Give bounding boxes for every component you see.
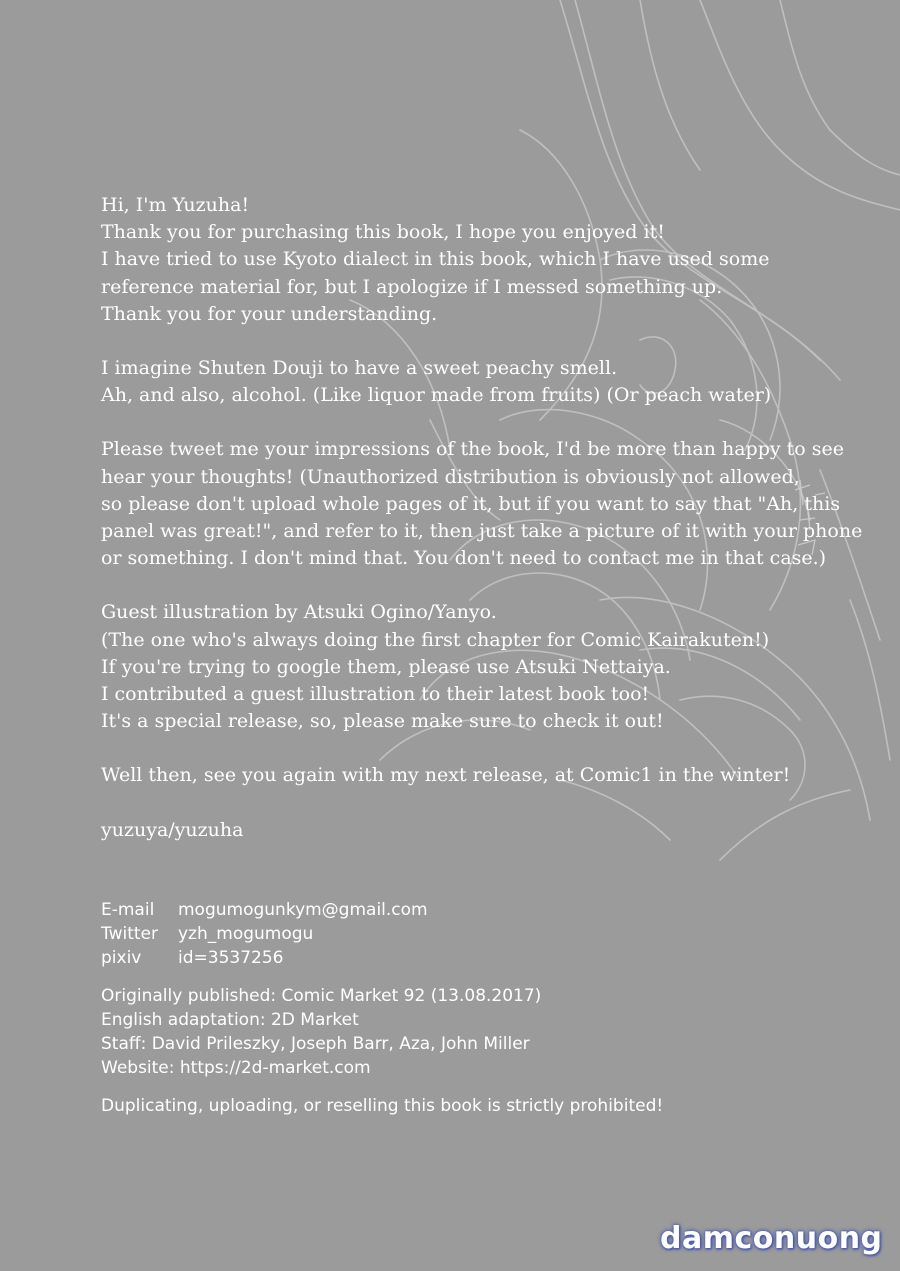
- credit-line: English adaptation: 2D Market: [101, 1010, 359, 1030]
- publication-info: [101, 898, 801, 1118]
- contact-label: Twitter: [101, 924, 158, 944]
- note-line: I imagine Shuten Douji to have a sweet peachy smell.: [101, 357, 618, 380]
- note-line: Guest illustration by Atsuki Ogino/Yanyo.: [101, 601, 497, 624]
- contact-row-email: [101, 898, 801, 922]
- note-line: Hi, I'm Yuzuha!: [101, 194, 250, 216]
- note-paragraph-smell: [101, 355, 801, 409]
- note-paragraph-greeting: [101, 192, 801, 328]
- note-signature: [101, 817, 801, 844]
- note-line: I have tried to use Kyoto dialect in this book, which I have used some: [101, 248, 770, 271]
- note-line: so please don't upload whole pages of it, but if you want to say that "Ah, this: [101, 492, 841, 515]
- note-line: Well then, see you again with my next release, at Comic1 in the winter!: [101, 764, 791, 787]
- contact-row-pixiv: [101, 946, 801, 970]
- contact-value: yzh_mogumogu: [178, 924, 314, 944]
- watermark-logo: damconuong: [660, 1221, 883, 1256]
- author-note: [101, 192, 863, 871]
- contact-row-twitter: [101, 922, 801, 946]
- note-line: It's a special release, so, please make sure to check it out!: [101, 710, 664, 733]
- signature-text: yuzuya/yuzuha: [101, 818, 244, 841]
- contact-value: mogumogunkym@gmail.com: [178, 900, 428, 920]
- contact-label: E-mail: [101, 900, 155, 920]
- note-line: panel was great!", and refer to it, then just take a picture of it with your phone: [101, 520, 863, 543]
- note-line: Ah, and also, alcohol. (Like liquor made from fruits) (Or peach water): [101, 384, 772, 407]
- note-line: Thank you for your understanding.: [101, 302, 438, 325]
- contact-list: [101, 898, 801, 970]
- note-line: (The one who's always doing the first chapter for Comic Kairakuten!): [101, 628, 770, 651]
- note-line: Please tweet me your impressions of the book, I'd be more than happy to see: [101, 438, 844, 461]
- note-line: If you're trying to google them, please use Atsuki Nettaiya.: [101, 655, 671, 678]
- credit-line: Website: https://2d-market.com: [101, 1058, 371, 1078]
- copyright-warning: Duplicating, uploading, or reselling this book is strictly prohibited!: [101, 1096, 664, 1116]
- note-line: hear your thoughts! (Unauthorized distribution is obviously not allowed,: [101, 465, 800, 488]
- contact-value: id=3537256: [178, 948, 284, 968]
- note-paragraph-impressions: [101, 436, 863, 572]
- credit-line: Originally published: Comic Market 92 (13.08.2017): [101, 986, 542, 1006]
- credit-line: Staff: David Prileszky, Joseph Barr, Aza, John Miller: [101, 1034, 530, 1054]
- note-line: reference material for, but I apologize if I messed something up.: [101, 275, 723, 298]
- contact-label: pixiv: [101, 948, 142, 968]
- note-paragraph-guest: [101, 599, 801, 735]
- note-line: or something. I don't mind that. You don't need to contact me in that case.): [101, 547, 827, 570]
- credits-block: [101, 984, 801, 1080]
- note-paragraph-farewell: [101, 762, 801, 789]
- note-line: I contributed a guest illustration to their latest book too!: [101, 683, 650, 706]
- note-line: Thank you for purchasing this book, I hope you enjoyed it!: [101, 221, 665, 244]
